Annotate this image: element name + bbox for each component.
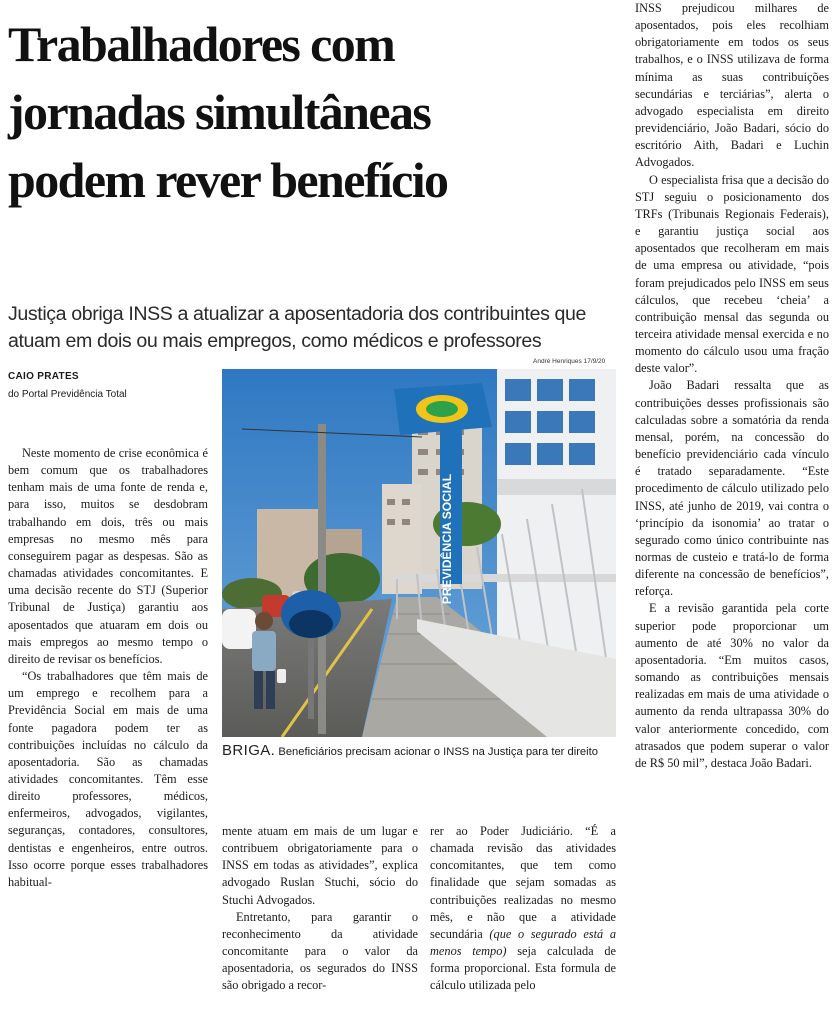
headline [8,10,623,214]
caption-text: Beneficiários precisam acionar o INSS na Justiça para ter direito [278,746,598,758]
byline-organization: do Portal Previdência Total [8,389,127,400]
paragraph [430,823,616,995]
street-scene-illustration [222,369,616,737]
paragraph: “Os trabalhadores que têm mais de um emprego e recolhem para a Previdência Social em mais de uma fonte pagadora podem ter as contribuições incluídas no cálculo da aposentadoria. São as chamadas atividades concomitantes. Têm esse direito professores, médicos, enfermeiros, advogados, vigilantes, seguranças, contadores, consultores, dentistas e engenheiros, entre outros. Isso ocorre porque esses trabalhadores habitual- [8,669,208,889]
paragraph: E a revisão garantida pela corte superior pode proporcionar um aumento de até 30% no valor da aposentadoria. “Em muitos casos, somando as contribuições mensais realizadas em mais de uma atividade o aumento da renda ultrapassa 30% do valor anteriormente concedido, com atrasados que podem superar o valor de R$ 50 mil”, destaca João Badari. [635,601,829,770]
paragraph: O especialista frisa que a decisão do STJ seguiu o posicionamento dos TRFs (Tribunais Regionais Federais), e garantiu justiça social aos aposentados que recolheram em mais de uma empresa ou atividade, “pois foram prejudicados pelo INSS em seus cálculos, que recebeu ‘cheia’ a contribuição mensal das segunda ou terceira atividade mensal exercida e no momento do cálculo usou uma fração deste valor”. [635,172,829,376]
paragraph: mente atuam em mais de um lugar e contribuem obrigatoriamente para o INSS em todas as atividades”, explica advogado Ruslan Stuchi, sócio do Stuchi Advogados. [222,824,418,907]
photo-credit: André Henriques 17/9/20 [533,358,606,365]
headline-line-2: jornadas simultâneas [8,84,431,140]
byline-author: CAIO PRATES [8,371,79,382]
text-run: seja calculada de forma proporcional. Esta formula de cálculo utilizada pelo [430,944,616,993]
subheadline-line-1: Justiça obriga INSS a atualizar a aposentadoria dos contribuintes que [8,303,586,325]
subheadline [8,301,623,355]
paragraph: Entretanto, para garantir o reconhecimento da atividade concomitante para o valor da aposentadoria, os segurados do INSS são obrigado a recor- [222,909,418,993]
paragraph: João Badari ressalta que as contribuições desses profissionais são calculadas sobre a somatória da renda mensal, porém, na concessão do benefício previdenciário cada vínculo é tratado separadamente. “Este procedimento de cálculo utilizado pelo INSS, até junho de 2019, vai contra o ‘princípio da isonomia’ ao tratar o segurado como único contribuinte nas normas de custeio e tratá-lo de forma diferente na concessão de benefícios”, reforça. [635,378,829,599]
italic-aside: (que o segurado está a menos tempo) [430,926,616,959]
headline-line-3: podem rever benefício [8,152,448,208]
article-column-4 [635,0,829,772]
paragraph: INSS prejudicou milhares de aposentados, pois eles recolhiam obrigatoriamente em todos os seus trabalhos, e o INSS utilizava de forma mínima as suas contribuições secundárias e terciárias”, alerta o advogado especialista em direito previdenciário, João Badari, sócio do escritório Aith, Badari e Luchin Advogados. [635,1,829,170]
caption-keyword: BRIGA. [222,742,276,759]
article-column-2 [222,823,418,995]
article-column-1 [8,445,208,891]
article-photo [222,369,616,737]
text-run: rer ao Poder Judiciário. “É a chamada revisão das atividades concomitantes, que tem como finalidade que sejam somadas as contribuições realizadas no mesmo mês, e não que a atividade secundária [430,824,616,941]
photo-caption [222,742,622,759]
subheadline-line-2: atuam em dois ou mais empregos, como médicos e professores [8,330,542,352]
article-column-3 [430,823,616,995]
headline-line-1: Trabalhadores com [8,16,395,72]
sign-label: PREVIDÊNCIA SOCIAL [440,473,454,605]
paragraph: Neste momento de crise econômica é bem comum que os trabalhadores tenham mais de uma fonte de renda e, para isso, muitos se desdobram trabalhando em dois, três ou mais empresas no mesmo mês para conseguirem pagar as despesas. São as chamadas atividades concomitantes. E uma decisão recente do STJ (Superior Tribunal de Justiça) garantiu aos aposentados que atuaram em dois ou mais empregos ao mesmo tempo o direito de revisar os benefícios. [8,446,208,666]
